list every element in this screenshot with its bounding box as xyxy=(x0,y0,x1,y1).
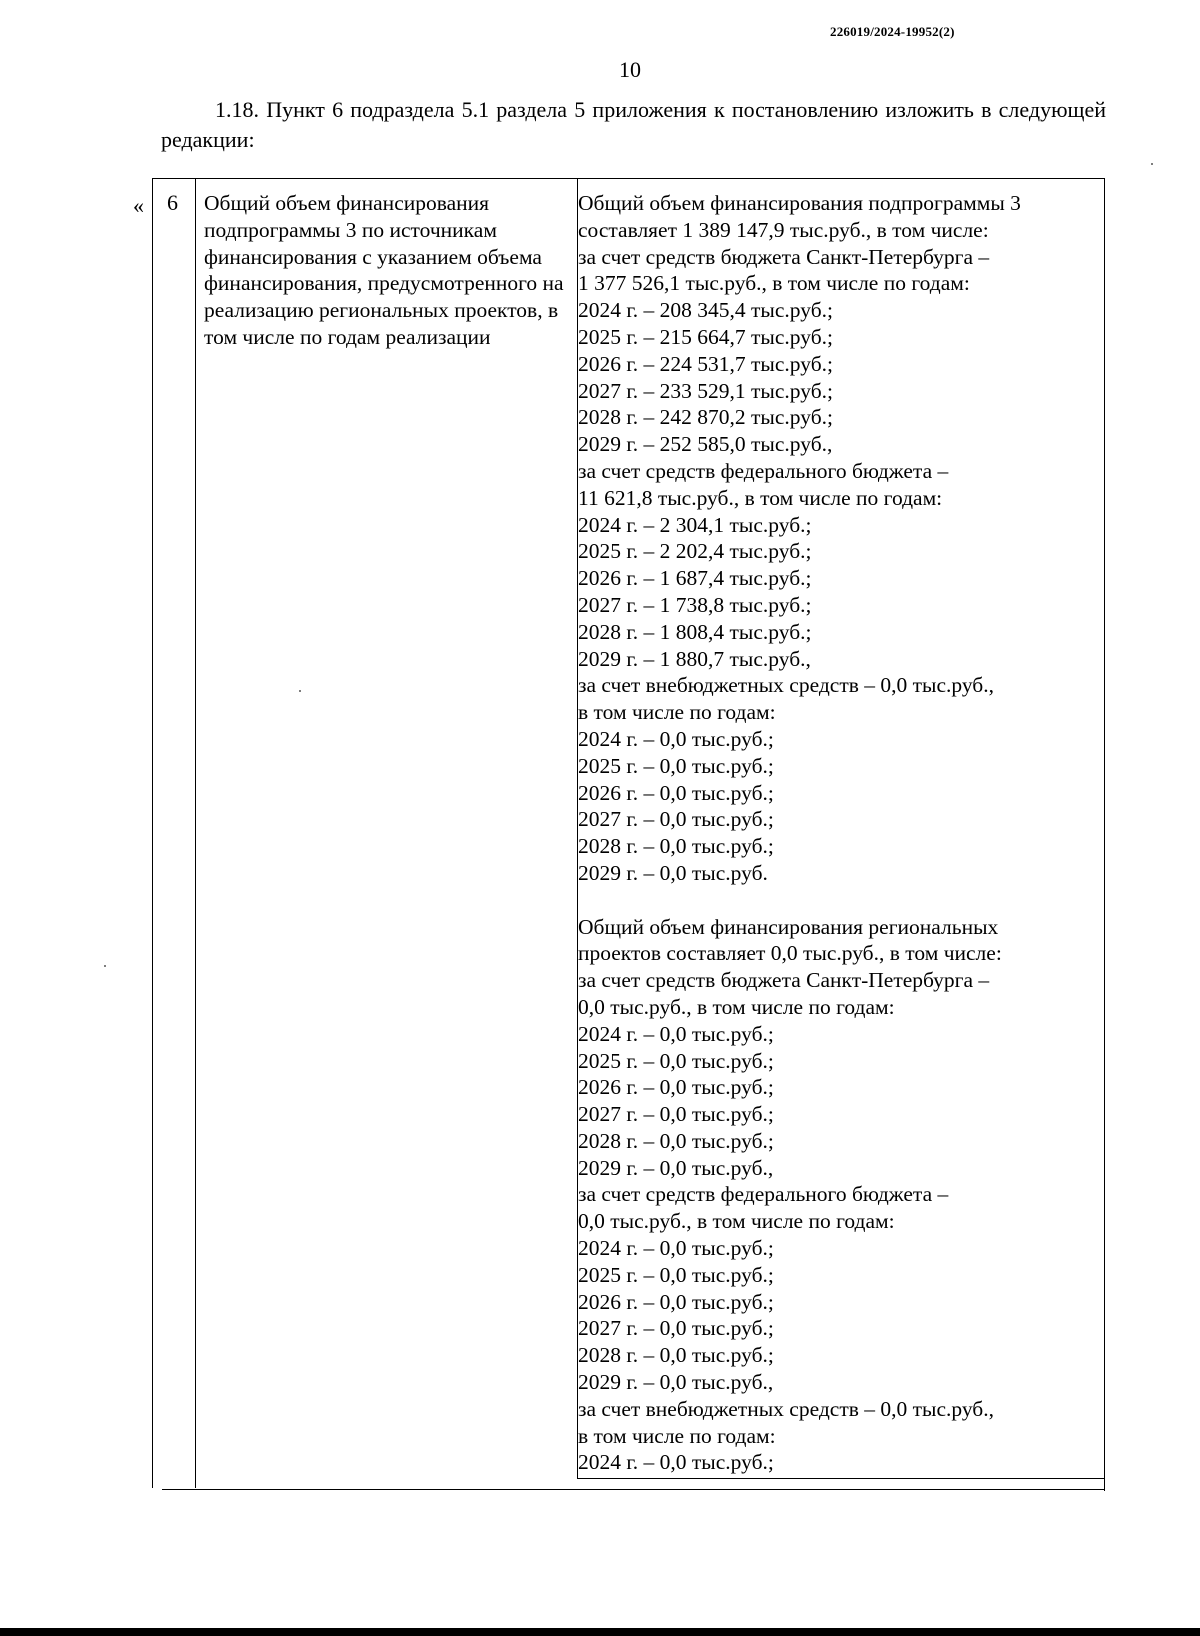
financing-line: 2024 г. – 0,0 тыс.руб.; xyxy=(578,1236,774,1261)
document-registration-number: 226019/2024-19952(2) xyxy=(830,24,955,39)
intro-paragraph: 1.18. Пункт 6 подраздела 5.1 раздела 5 приложения к постановлению изложить в следующей редакции: xyxy=(161,97,1106,152)
financing-line: 2027 г. – 0,0 тыс.руб.; xyxy=(578,1102,774,1127)
financing-line: 2028 г. – 0,0 тыс.руб.; xyxy=(578,1343,774,1368)
financing-line: 2024 г. – 2 304,1 тыс.руб.; xyxy=(578,512,812,537)
opening-quote-mark: « xyxy=(133,193,144,218)
table-left-border xyxy=(152,178,153,1488)
financing-line: 2029 г. – 0,0 тыс.руб., xyxy=(578,1155,774,1180)
scan-speck xyxy=(104,965,106,967)
scan-speck xyxy=(1151,163,1153,165)
financing-line: 2028 г. – 242 870,2 тыс.руб.; xyxy=(578,405,833,430)
table-cell-value xyxy=(578,190,1098,1476)
financing-line: 2026 г. – 0,0 тыс.руб.; xyxy=(578,1075,774,1100)
financing-line: за счет средств федерального бюджета – xyxy=(578,1182,949,1207)
financing-line: 2028 г. – 0,0 тыс.руб.; xyxy=(578,1128,774,1153)
financing-line: 2025 г. – 215 664,7 тыс.руб.; xyxy=(578,324,833,349)
financing-line: 2024 г. – 0,0 тыс.руб.; xyxy=(578,1450,774,1475)
page-number: 10 xyxy=(619,57,641,82)
financing-line: 11 621,8 тыс.руб., в том числе по годам: xyxy=(578,485,943,510)
financing-line: 2029 г. – 0,0 тыс.руб. xyxy=(578,860,768,885)
financing-line: за счет средств бюджета Санкт-Петербурга – xyxy=(578,968,990,993)
financing-line: 2026 г. – 1 687,4 тыс.руб.; xyxy=(578,566,812,591)
table-row-number: 6 xyxy=(167,190,178,215)
financing-line: Общий объем финансирования подпрограммы 3 xyxy=(578,191,1021,215)
financing-line: 2026 г. – 0,0 тыс.руб.; xyxy=(578,780,774,805)
financing-line: 2025 г. – 0,0 тыс.руб.; xyxy=(578,1262,774,1287)
financing-line: 2029 г. – 1 880,7 тыс.руб., xyxy=(578,646,811,671)
financing-line: 2029 г. – 0,0 тыс.руб., xyxy=(578,1370,774,1395)
financing-line: 2028 г. – 0,0 тыс.руб.; xyxy=(578,834,774,859)
financing-line: за счет внебюджетных средств – 0,0 тыс.руб., xyxy=(578,673,994,698)
financing-line: в том числе по годам: xyxy=(578,1423,776,1448)
financing-line: проектов составляет 0,0 тыс.руб., в том числе: xyxy=(578,941,1002,966)
table-cell-parameter: Общий объем финансирования подпрограммы 3 по источникам финансирования с указанием объема финансирования, предусмотренного на реализацию региональных проектов, в том числе по годам реализации xyxy=(204,191,564,349)
financing-line: 2025 г. – 0,0 тыс.руб.; xyxy=(578,753,774,778)
financing-line: составляет 1 389 147,9 тыс.руб., в том числе: xyxy=(578,217,989,242)
financing-line: 2029 г. – 252 585,0 тыс.руб., xyxy=(578,432,833,457)
financing-line: 2025 г. – 0,0 тыс.руб.; xyxy=(578,1048,774,1073)
financing-line: 2028 г. – 1 808,4 тыс.руб.; xyxy=(578,619,812,644)
financing-line: за счет средств федерального бюджета – xyxy=(578,458,949,483)
financing-line: 2025 г. – 2 202,4 тыс.руб.; xyxy=(578,539,812,564)
financing-line: 2024 г. – 0,0 тыс.руб.; xyxy=(578,726,774,751)
scan-bottom-edge xyxy=(0,1628,1200,1636)
financing-line: 0,0 тыс.руб., в том числе по годам: xyxy=(578,994,895,1019)
financing-line: 1 377 526,1 тыс.руб., в том числе по годам: xyxy=(578,271,970,296)
financing-line: 2024 г. – 208 345,4 тыс.руб.; xyxy=(578,298,833,323)
financing-line: 2026 г. – 0,0 тыс.руб.; xyxy=(578,1289,774,1314)
blank-line xyxy=(578,887,1098,914)
financing-line: 0,0 тыс.руб., в том числе по годам: xyxy=(578,1209,895,1234)
financing-line: 2024 г. – 0,0 тыс.руб.; xyxy=(578,1021,774,1046)
financing-line: 2027 г. – 0,0 тыс.руб.; xyxy=(578,807,774,832)
financing-line: за счет средств бюджета Санкт-Петербурга – xyxy=(578,244,990,269)
financing-line: Общий объем финансирования региональных xyxy=(578,914,999,939)
financing-line: 2027 г. – 1 738,8 тыс.руб.; xyxy=(578,592,812,617)
financing-line: 2027 г. – 233 529,1 тыс.руб.; xyxy=(578,378,833,403)
financing-line: за счет внебюджетных средств – 0,0 тыс.руб., xyxy=(578,1396,994,1421)
financing-line: в том числе по годам: xyxy=(578,700,776,725)
scan-speck xyxy=(299,690,301,692)
financing-line: 2026 г. – 224 531,7 тыс.руб.; xyxy=(578,351,833,376)
financing-line: 2027 г. – 0,0 тыс.руб.; xyxy=(578,1316,774,1341)
table-inner-bottom-border xyxy=(577,1478,1104,1479)
table-column-divider xyxy=(195,178,196,1488)
table-bottom-border xyxy=(162,1489,1105,1490)
